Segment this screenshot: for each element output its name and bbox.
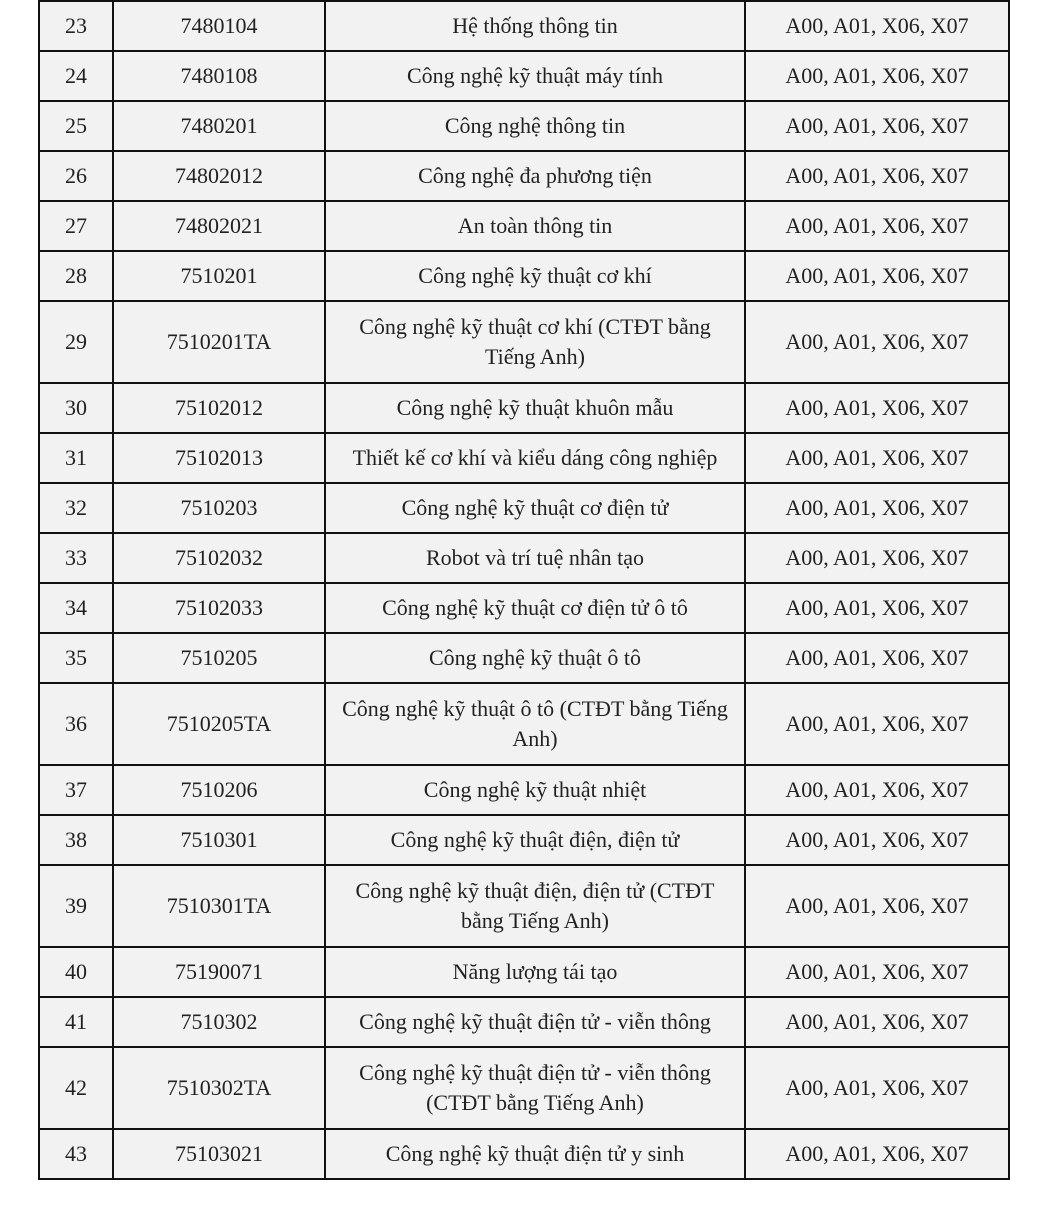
- program-name-cell: Công nghệ kỹ thuật cơ khí: [325, 251, 745, 301]
- program-name-cell: An toàn thông tin: [325, 201, 745, 251]
- row-number-cell: 32: [39, 483, 113, 533]
- program-name-cell: Công nghệ kỹ thuật ô tô (CTĐT bằng Tiếng Anh): [325, 683, 745, 765]
- subject-combinations-cell: A00, A01, X06, X07: [745, 151, 1009, 201]
- row-number-cell: 25: [39, 101, 113, 151]
- program-name-cell: Công nghệ đa phương tiện: [325, 151, 745, 201]
- table-row: [39, 533, 1009, 583]
- table-row: [39, 683, 1009, 765]
- subject-combinations-cell: A00, A01, X06, X07: [745, 633, 1009, 683]
- row-number-cell: 36: [39, 683, 113, 765]
- row-number-cell: 28: [39, 251, 113, 301]
- program-code-cell: 75103021: [113, 1129, 325, 1179]
- program-name-cell: Công nghệ kỹ thuật máy tính: [325, 51, 745, 101]
- table-row: [39, 201, 1009, 251]
- table-row: [39, 301, 1009, 383]
- row-number-cell: 24: [39, 51, 113, 101]
- table-row: [39, 383, 1009, 433]
- subject-combinations-cell: A00, A01, X06, X07: [745, 201, 1009, 251]
- table-row: [39, 865, 1009, 947]
- program-code-cell: 75190071: [113, 947, 325, 997]
- row-number-cell: 31: [39, 433, 113, 483]
- program-name-cell: Công nghệ kỹ thuật điện tử - viễn thông (CTĐT bằng Tiếng Anh): [325, 1047, 745, 1129]
- row-number-cell: 34: [39, 583, 113, 633]
- table-row: [39, 433, 1009, 483]
- subject-combinations-cell: A00, A01, X06, X07: [745, 765, 1009, 815]
- subject-combinations-cell: A00, A01, X06, X07: [745, 947, 1009, 997]
- program-code-cell: 7510301: [113, 815, 325, 865]
- subject-combinations-cell: A00, A01, X06, X07: [745, 533, 1009, 583]
- table-row: [39, 101, 1009, 151]
- program-name-cell: Công nghệ kỹ thuật ô tô: [325, 633, 745, 683]
- program-code-cell: 75102032: [113, 533, 325, 583]
- program-name-cell: Công nghệ kỹ thuật điện, điện tử (CTĐT bằng Tiếng Anh): [325, 865, 745, 947]
- row-number-cell: 26: [39, 151, 113, 201]
- row-number-cell: 38: [39, 815, 113, 865]
- subject-combinations-cell: A00, A01, X06, X07: [745, 583, 1009, 633]
- table-row: [39, 251, 1009, 301]
- subject-combinations-cell: A00, A01, X06, X07: [745, 251, 1009, 301]
- program-code-cell: 7480104: [113, 1, 325, 51]
- table-row: [39, 583, 1009, 633]
- row-number-cell: 29: [39, 301, 113, 383]
- program-code-cell: 7480108: [113, 51, 325, 101]
- row-number-cell: 39: [39, 865, 113, 947]
- subject-combinations-cell: A00, A01, X06, X07: [745, 815, 1009, 865]
- table-row: [39, 997, 1009, 1047]
- subject-combinations-cell: A00, A01, X06, X07: [745, 997, 1009, 1047]
- program-name-cell: Năng lượng tái tạo: [325, 947, 745, 997]
- program-code-cell: 7510206: [113, 765, 325, 815]
- program-code-cell: 75102012: [113, 383, 325, 433]
- row-number-cell: 37: [39, 765, 113, 815]
- program-name-cell: Công nghệ kỹ thuật điện tử - viễn thông: [325, 997, 745, 1047]
- program-code-cell: 74802012: [113, 151, 325, 201]
- subject-combinations-cell: A00, A01, X06, X07: [745, 1, 1009, 51]
- table-row: [39, 815, 1009, 865]
- program-table-container: [38, 0, 1006, 1180]
- program-table: [38, 0, 1010, 1180]
- table-row: [39, 947, 1009, 997]
- subject-combinations-cell: A00, A01, X06, X07: [745, 865, 1009, 947]
- table-row: [39, 633, 1009, 683]
- program-name-cell: Công nghệ kỹ thuật cơ điện tử ô tô: [325, 583, 745, 633]
- program-name-cell: Thiết kế cơ khí và kiểu dáng công nghiệp: [325, 433, 745, 483]
- program-name-cell: Công nghệ thông tin: [325, 101, 745, 151]
- program-name-cell: Công nghệ kỹ thuật nhiệt: [325, 765, 745, 815]
- program-code-cell: 7510201: [113, 251, 325, 301]
- program-name-cell: Công nghệ kỹ thuật khuôn mẫu: [325, 383, 745, 433]
- program-code-cell: 7510205: [113, 633, 325, 683]
- table-row: [39, 51, 1009, 101]
- program-code-cell: 7510203: [113, 483, 325, 533]
- row-number-cell: 42: [39, 1047, 113, 1129]
- table-row: [39, 483, 1009, 533]
- program-table-body: [39, 1, 1009, 1179]
- table-row: [39, 1, 1009, 51]
- row-number-cell: 35: [39, 633, 113, 683]
- subject-combinations-cell: A00, A01, X06, X07: [745, 101, 1009, 151]
- table-row: [39, 1129, 1009, 1179]
- subject-combinations-cell: A00, A01, X06, X07: [745, 383, 1009, 433]
- subject-combinations-cell: A00, A01, X06, X07: [745, 51, 1009, 101]
- row-number-cell: 43: [39, 1129, 113, 1179]
- subject-combinations-cell: A00, A01, X06, X07: [745, 1129, 1009, 1179]
- subject-combinations-cell: A00, A01, X06, X07: [745, 301, 1009, 383]
- table-row: [39, 1047, 1009, 1129]
- program-code-cell: 75102013: [113, 433, 325, 483]
- subject-combinations-cell: A00, A01, X06, X07: [745, 1047, 1009, 1129]
- row-number-cell: 40: [39, 947, 113, 997]
- row-number-cell: 30: [39, 383, 113, 433]
- program-code-cell: 7510301TA: [113, 865, 325, 947]
- row-number-cell: 33: [39, 533, 113, 583]
- row-number-cell: 27: [39, 201, 113, 251]
- program-code-cell: 75102033: [113, 583, 325, 633]
- program-name-cell: Công nghệ kỹ thuật cơ điện tử: [325, 483, 745, 533]
- row-number-cell: 23: [39, 1, 113, 51]
- subject-combinations-cell: A00, A01, X06, X07: [745, 683, 1009, 765]
- program-name-cell: Công nghệ kỹ thuật cơ khí (CTĐT bằng Tiếng Anh): [325, 301, 745, 383]
- table-row: [39, 765, 1009, 815]
- program-name-cell: Công nghệ kỹ thuật điện, điện tử: [325, 815, 745, 865]
- program-name-cell: Công nghệ kỹ thuật điện tử y sinh: [325, 1129, 745, 1179]
- subject-combinations-cell: A00, A01, X06, X07: [745, 483, 1009, 533]
- program-code-cell: 7510205TA: [113, 683, 325, 765]
- program-name-cell: Robot và trí tuệ nhân tạo: [325, 533, 745, 583]
- program-code-cell: 7510201TA: [113, 301, 325, 383]
- program-code-cell: 7510302TA: [113, 1047, 325, 1129]
- program-code-cell: 7480201: [113, 101, 325, 151]
- program-name-cell: Hệ thống thông tin: [325, 1, 745, 51]
- row-number-cell: 41: [39, 997, 113, 1047]
- table-row: [39, 151, 1009, 201]
- subject-combinations-cell: A00, A01, X06, X07: [745, 433, 1009, 483]
- program-code-cell: 74802021: [113, 201, 325, 251]
- program-code-cell: 7510302: [113, 997, 325, 1047]
